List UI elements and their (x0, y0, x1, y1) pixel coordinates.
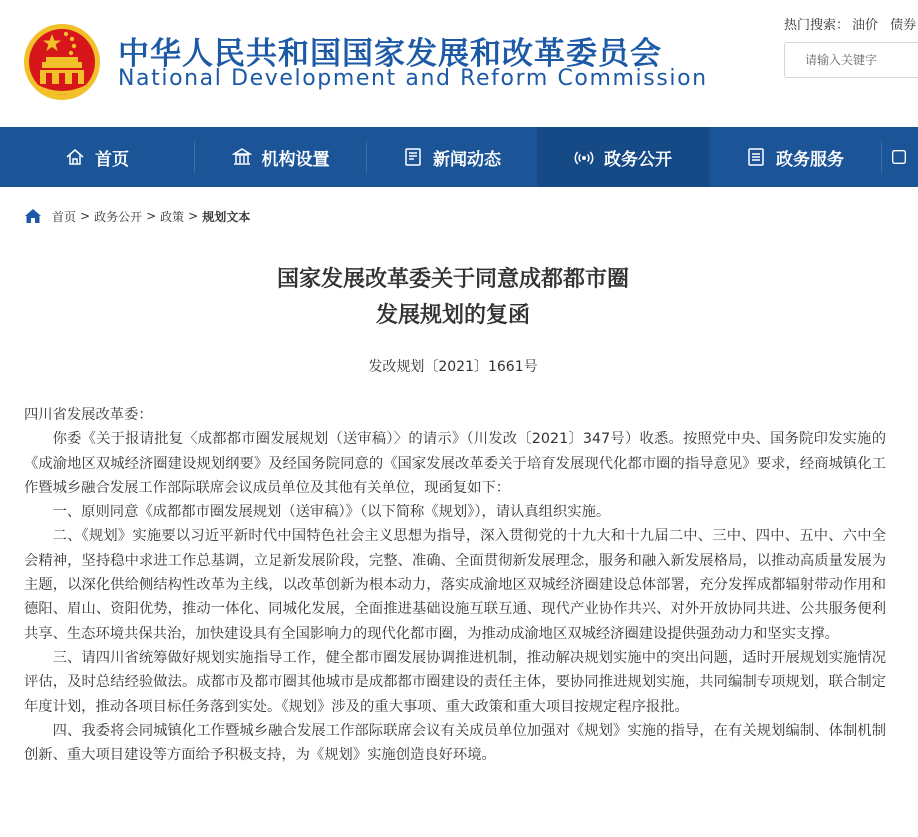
hot-keyword-link[interactable]: 油价 (852, 18, 879, 33)
breadcrumb-link-home[interactable]: 首页 (52, 209, 77, 224)
body-paragraph: 一、原则同意《成都都市圈发展规划（送审稿）》（以下简称《规划》），请认真组织实施。 (52, 504, 611, 521)
breadcrumb-current[interactable]: 规划文本 (202, 209, 251, 224)
search-input[interactable]: 请输入关键字 (784, 42, 918, 78)
article-title (0, 262, 906, 334)
building-icon (232, 147, 252, 167)
main-nav (0, 127, 918, 187)
article-title-line: 国家发展改革委关于同意成都都市圈 (276, 267, 629, 292)
breadcrumb (24, 207, 250, 225)
breadcrumb-separator: > (188, 209, 199, 223)
body-paragraph: 四、我委将会同城镇化工作暨城乡融合发展工作部际联席会议有关成员单位加强对《规划》实施的指导，在有关规划编制、体制机制创新、重大项目建设等方面给予积极支持，为《规划》实施创造良好环境。 (24, 722, 886, 764)
nav-item-organization[interactable] (195, 127, 366, 187)
broadcast-icon (574, 147, 594, 167)
nav-item-services[interactable] (709, 127, 881, 187)
nav-item-news[interactable] (367, 127, 537, 187)
article-title-line: 发展规划的复函 (375, 303, 530, 328)
site-header (0, 0, 918, 127)
org-name-cn[interactable]: 中华人民共和国国家发展和改革委员会 (118, 36, 662, 72)
article-body (24, 403, 886, 767)
nav-item-government-affairs[interactable] (537, 127, 709, 187)
hot-search (784, 14, 916, 33)
document-number: 发改规划〔2021〕1661号 (368, 359, 538, 375)
hot-keyword-link[interactable]: 债券 (890, 18, 917, 33)
document-icon (746, 147, 766, 167)
nav-item-more[interactable] (882, 127, 918, 187)
nav-item-label: 机构设置 (261, 149, 330, 170)
more-icon (890, 147, 908, 167)
body-paragraph: 二、《规划》实施要以习近平新时代中国特色社会主义思想为指导，深入贯彻党的十九大和十九届二中、三中、四中、五中、六中全会精神，坚持稳中求进工作总基调，立足新发展阶段，完整、准确、全面贯彻新发展理念，服务和融入新发展格局，以推动高质量发展为主题，以深化供给侧结构性改革为主线，以改革创新为根本动力，落实成渝地区双城经济圈建设总体部署，充分发挥成都辐射带动作用和德阳、眉山、资阳优势，推动一体化、同城化发展，全面推进基础设施互联互通、现代产业协作共兴、对外开放协同共进、公共服务便利共享、生态环境共保共治，加快建设具有全国影响力的现代化都市圈，为推动成渝地区双城经济圈建设提供强劲动力和坚实支撑。 (24, 528, 886, 642)
nav-item-label: 新闻动态 (433, 149, 501, 170)
nav-item-label: 政务公开 (604, 149, 672, 170)
nav-item-home[interactable] (0, 127, 194, 187)
home-icon (65, 147, 85, 167)
body-paragraph: 三、请四川省统筹做好规划实施指导工作，健全都市圈发展协调推进机制，推动解决规划实施中的突出问题，适时开展规划实施情况评估，及时总结经验做法。成都市及都市圈其他城市是成都都市圈建设的责任主体，要协同推进规划实施，共同编制专项规划，联合制定年度计划，推动各项目标任务落到实处。《规划》涉及的重大事项、重大政策和重大项目按规定程序报批。 (24, 649, 886, 715)
body-paragraph: 你委《关于报请批复〈成都都市圈发展规划（送审稿）〉的请示》（川发改〔2021〕347号）收悉。按照党中央、国务院印发实施的《成渝地区双城经济圈建设规划纲要》及经国务院同意的《国家发展改革委关于培育发展现代化都市圈的指导意见》要求，经商城镇化工作暨城乡融合发展工作部际联席会议成员单位及其他有关单位，现函复如下： (24, 431, 886, 496)
breadcrumb-separator: > (146, 209, 157, 223)
breadcrumb-link-gov-affairs[interactable]: 政务公开 (94, 209, 143, 224)
hot-search-label: 热门搜索： (784, 18, 850, 33)
nav-item-label: 政务服务 (776, 149, 844, 170)
addressee: 四川省发展改革委： (24, 407, 153, 423)
org-name-en[interactable]: National Development and Reform Commission (118, 66, 708, 91)
nav-item-label: 首页 (95, 149, 129, 170)
home-icon[interactable] (24, 207, 42, 225)
breadcrumb-link-policy[interactable]: 政策 (160, 209, 185, 224)
national-emblem-icon[interactable] (22, 22, 102, 102)
breadcrumb-separator: > (80, 209, 91, 223)
news-icon (403, 147, 423, 167)
